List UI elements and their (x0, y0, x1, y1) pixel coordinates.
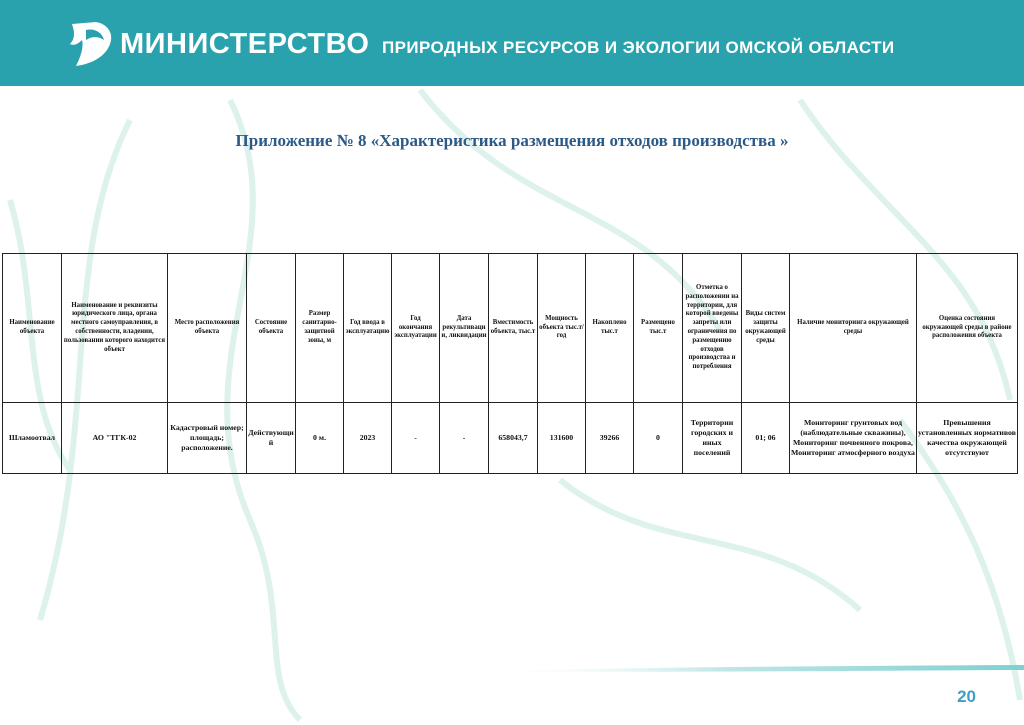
page-title: Приложение № 8 «Характеристика размещения отходов производства » (235, 131, 789, 150)
table-cell: Мониторинг грунтовых вод (наблюдательные скважины), Мониторинг почвенного покрова, Мониторинг атмосферного воздуха (790, 403, 917, 474)
table-cell: Действующий (247, 403, 296, 474)
header-cell: Оценка состояния окружающей среды в районе расположения объекта (917, 254, 1018, 403)
header-cell: Наименование и реквизиты юридического лица, органа местного самоуправления, в собственности, владении, пользовании которого находится объект (62, 254, 168, 403)
header-cell: Накоплено тыс.т (586, 254, 634, 403)
table-cell: 0 м. (296, 403, 344, 474)
table-row (3, 403, 1018, 474)
header-cell: Место расположения объекта (168, 254, 247, 403)
table-cell: Территории городских и иных поселений (683, 403, 742, 474)
header-cell: Мощность объекта тыс.т/год (538, 254, 586, 403)
waste-table-wrapper (2, 253, 1018, 474)
header-cell: Наличие мониторинга окружающей среды (790, 254, 917, 403)
header-cell: Год окончания эксплуатации (392, 254, 440, 403)
header-cell: Размещено тыс.т (634, 254, 683, 403)
table-cell: - (392, 403, 440, 474)
table-cell: 131600 (538, 403, 586, 474)
table-cell: 01; 06 (742, 403, 790, 474)
table-cell: 2023 (344, 403, 392, 474)
header-cell: Состояние объекта (247, 254, 296, 403)
ministry-logo-icon (66, 18, 116, 70)
ministry-header (0, 0, 1024, 86)
table-cell: - (440, 403, 489, 474)
header-cell: Наименование объекта (3, 254, 62, 403)
header-cell: Вместимость объекта, тыс.т (489, 254, 538, 403)
table-cell: АО "ТГК-02 (62, 403, 168, 474)
header-cell: Год ввода в эксплуатацию (344, 254, 392, 403)
table-cell: 658043,7 (489, 403, 538, 474)
header-cell: Размер санитарно-защитной зоны, м (296, 254, 344, 403)
header-cell: Дата рекультивации, ликвидации (440, 254, 489, 403)
table-cell: Кадастровый номер; площадь; расположение. (168, 403, 247, 474)
table-cell: Превышения установленных нормативов качества окружающей отсутствуют (917, 403, 1018, 474)
page-number: 20 (957, 687, 976, 706)
table-cell: 39266 (586, 403, 634, 474)
bottom-decor-stripe (0, 664, 1024, 674)
brand-sub-text: ПРИРОДНЫХ РЕСУРСОВ И ЭКОЛОГИИ ОМСКОЙ ОБЛАСТИ (382, 38, 895, 57)
header-cell: Виды систем защиты окружающей среды (742, 254, 790, 403)
waste-characteristics-table (2, 253, 1018, 474)
table-cell: 0 (634, 403, 683, 474)
header-cell: Отметка о расположении на территории, для которой введены запреты или ограничения по размещению отходов производства и потребления (683, 254, 742, 403)
table-cell: Шламоотвал (3, 403, 62, 474)
table-header-row (3, 254, 1018, 403)
brand-main-text: МИНИСТЕРСТВО (120, 28, 370, 60)
